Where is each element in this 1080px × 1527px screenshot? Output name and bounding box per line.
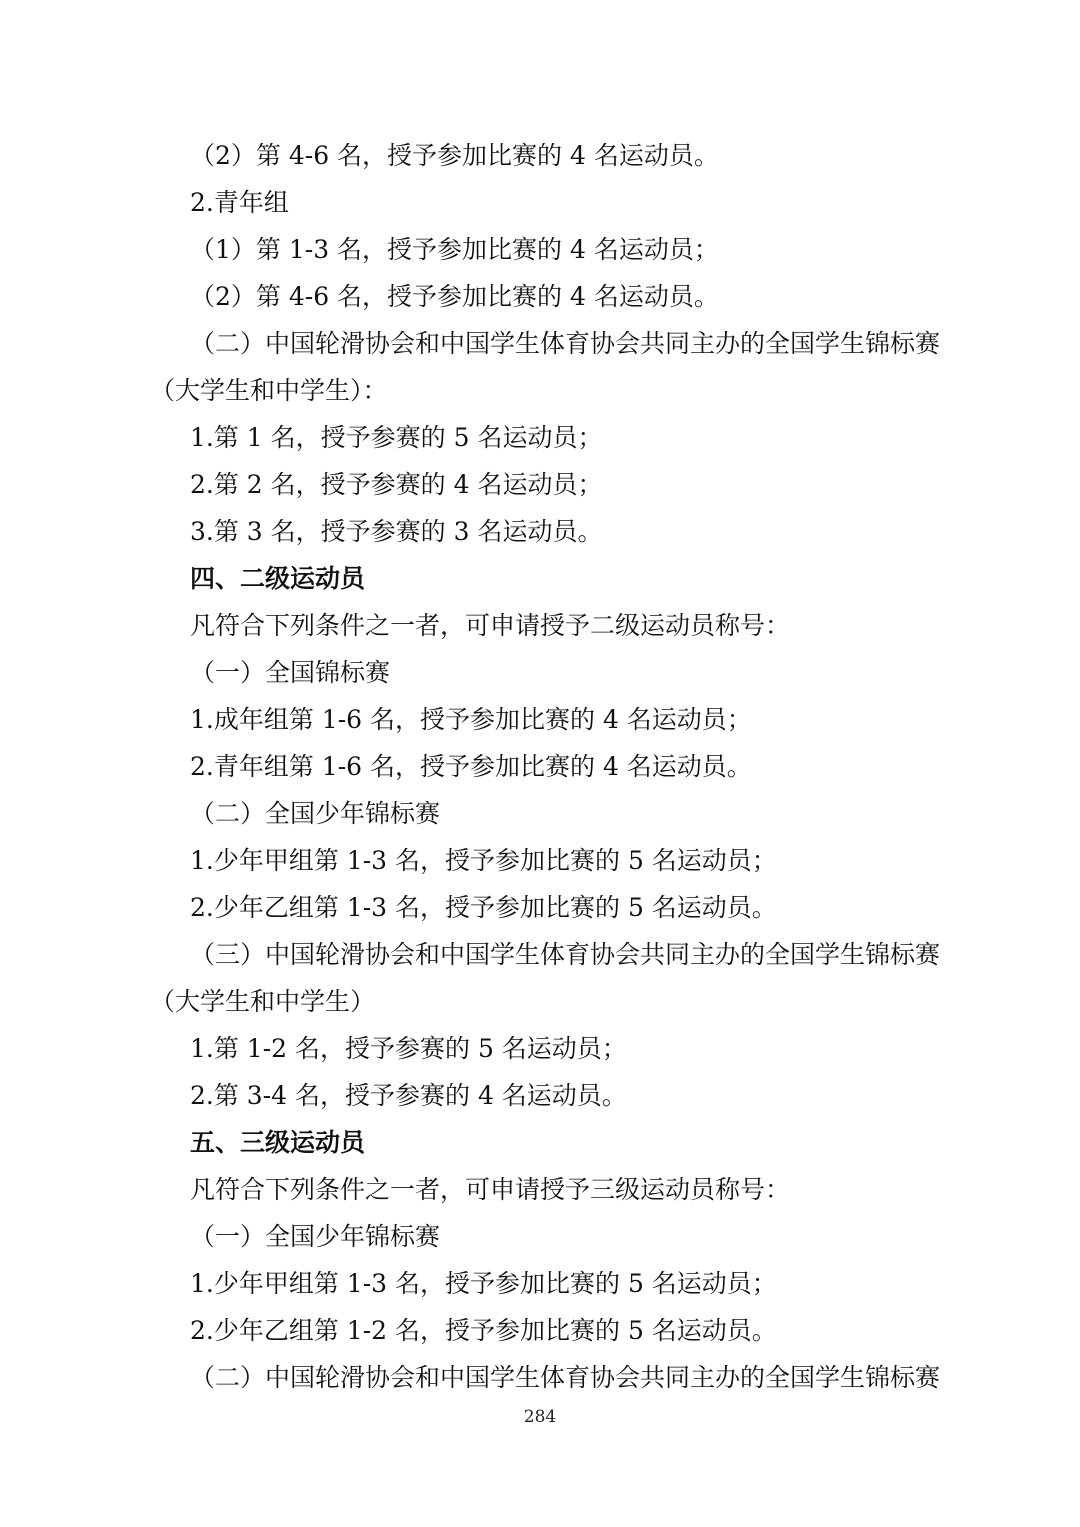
subheading: 2.青年组 [190,188,289,217]
text-line: 2.少年乙组第 1-2 名，授予参加比赛的 5 名运动员。 [190,1316,777,1345]
text-line: （大学生和中学生）： [150,376,388,405]
text-line: （二）中国轮滑协会和中国学生体育协会共同主办的全国学生锦标赛 [190,329,941,358]
text-line: 1.少年甲组第 1-3 名，授予参加比赛的 5 名运动员； [190,1269,777,1298]
section-heading: 五、三级运动员 [190,1128,366,1157]
text-line: 1.少年甲组第 1-3 名，授予参加比赛的 5 名运动员； [190,846,777,875]
text-line: 1.第 1-2 名，授予参赛的 5 名运动员； [190,1034,627,1063]
subheading: （一）全国锦标赛 [190,658,391,687]
text-line: （二）中国轮滑协会和中国学生体育协会共同主办的全国学生锦标赛 [190,1363,941,1392]
text-line: （2）第 4-6 名，授予参加比赛的 4 名运动员。 [190,141,719,170]
text-line: 2.少年乙组第 1-3 名，授予参加比赛的 5 名运动员。 [190,893,777,922]
section-heading: 四、二级运动员 [190,564,366,593]
text-line: 1.第 1 名，授予参赛的 5 名运动员； [190,423,603,452]
text-line: 2.青年组第 1-6 名，授予参加比赛的 4 名运动员。 [190,752,752,781]
page-number: 284 [523,1407,557,1427]
text-line: 1.成年组第 1-6 名，授予参加比赛的 4 名运动员； [190,705,752,734]
subheading: （二）全国少年锦标赛 [190,799,441,828]
subheading: （一）全国少年锦标赛 [190,1222,441,1251]
text-line: 2.第 3-4 名，授予参赛的 4 名运动员。 [190,1081,627,1110]
text-line: （大学生和中学生） [150,987,376,1016]
text-line: 2.第 2 名，授予参赛的 4 名运动员； [190,470,603,499]
text-line: 凡符合下列条件之一者，可申请授予二级运动员称号： [190,611,791,640]
text-line: （2）第 4-6 名，授予参加比赛的 4 名运动员。 [190,282,719,311]
text-line: 3.第 3 名，授予参赛的 3 名运动员。 [190,517,603,546]
text-line: （1）第 1-3 名，授予参加比赛的 4 名运动员； [190,235,719,264]
text-line: 凡符合下列条件之一者，可申请授予三级运动员称号： [190,1175,791,1204]
text-line: （三）中国轮滑协会和中国学生体育协会共同主办的全国学生锦标赛 [190,940,941,969]
